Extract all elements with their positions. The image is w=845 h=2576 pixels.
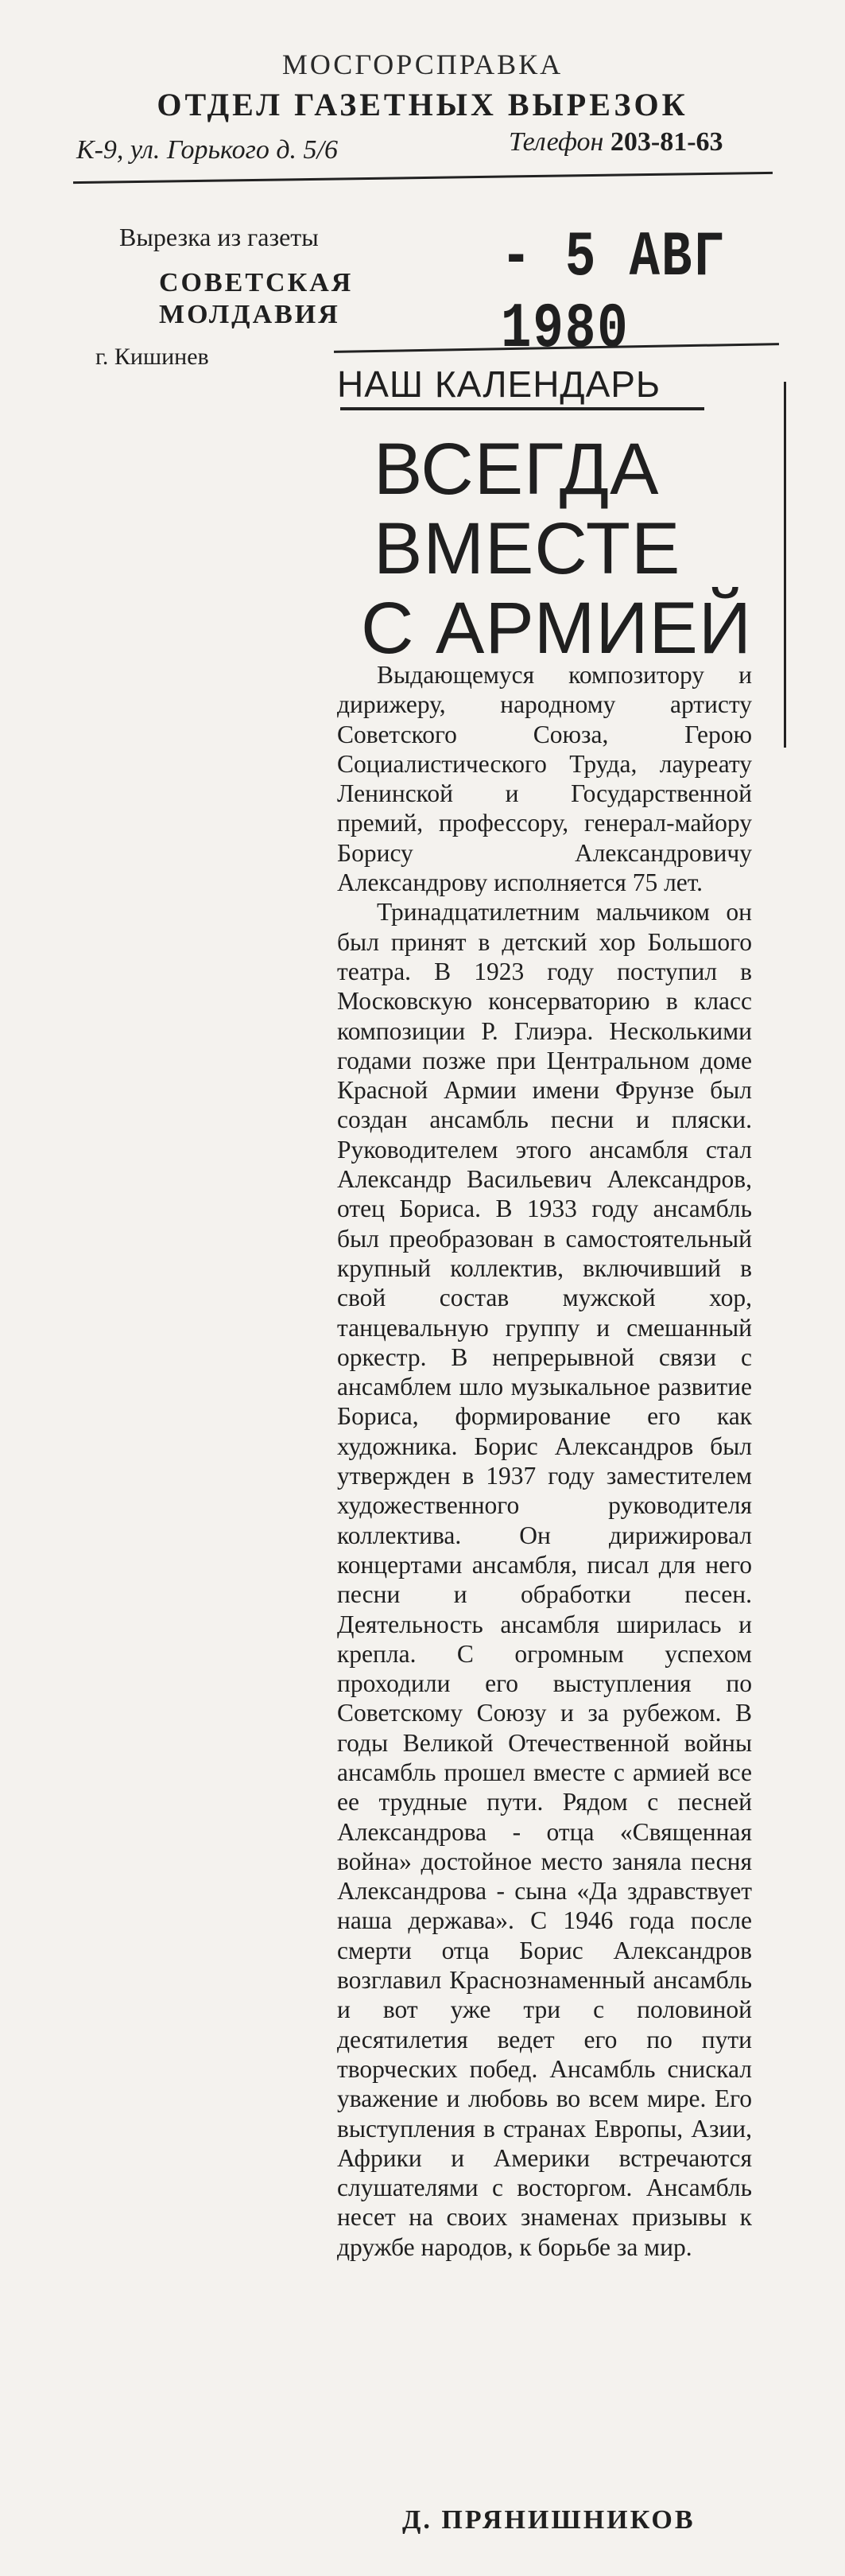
rubric-title: НАШ КАЛЕНДАРЬ (337, 363, 661, 405)
article-body (337, 660, 752, 2262)
rubric-underline (340, 407, 704, 410)
headline-line: С АРМИЕЙ (361, 588, 752, 669)
department-name: ОТДЕЛ ГАЗЕТНЫХ ВЫРЕЗОК (157, 87, 688, 122)
column-side-rule (784, 382, 786, 748)
article-author: Д. ПРЯНИШНИКОВ (402, 2505, 696, 2535)
article-headline (350, 429, 779, 668)
article-paragraph: Тринадцатилетним мальчиком он был принят в детский хор Большого театра. В 1923 году поступил в Московскую консерваторию в класс композиции Р. Глиэра. Несколькими годами позже при Центральном доме Красной Армии имени Фрунзе был создан ансамбль песни и пляски. Руководителем этого ансамбля стал Александр Васильевич Александров, отец Бориса. В 1933 году ансамбль был преобразован в самостоятельный крупный коллектив, включивший в свой состав мужской хор, танцевальную группу и смешанный оркестр. В непрерывной связи с ансамблем шло музыкальное развитие Бориса, формирование его как художника. Борис Александров был утвержден в 1937 году заместителем художественного руководителя коллектива. Он дирижировал концертами ансамбля, писал для него песни и обработки песен. Деятельность ансамбля ширилась и крепла. С огромным успехом проходили его выступления по Советскому Союзу и за рубежом. В годы Великой Отечественной войны ансамбль прошел вместе с армией все ее трудные пути. Рядом с песней Александрова - отца «Священная война» достойное место заняла песня Александрова - сына «Да здравствует наша держава». С 1946 года после смерти отца Борис Александров возглавил Краснознаменный ансамбль и вот уже три с половиной десятилетия ведет его по пути творческих побед. Ансамбль снискал уважение и любовь во всем мире. Его выступления в странах Европы, Азии, Африки и Америки встречаются слушателями с восторгом. Ансамбль несет на своих знаменах призывы к дружбе народов, к борьбе за мир. (337, 898, 752, 2261)
agency-phone (509, 127, 723, 157)
headline-line: ВМЕСТЕ (374, 508, 681, 589)
date-stamp: - 5 АВГ 1980 (501, 223, 726, 366)
phone-label: Телефон (509, 127, 604, 157)
clip-label: Вырезка из газеты (119, 223, 319, 251)
phone-number: 203-81-63 (610, 127, 723, 157)
agency-name: МОСГОРСПРАВКА (281, 49, 564, 80)
agency-address: К-9, ул. Горького д. 5/6 (76, 135, 338, 165)
article-paragraph: Выдающемуся композитору и дирижеру, народному артисту Советского Союза, Герою Социалистического Труда, лауреату Ленинской и Государственной премий, профессору, генерал-майору Борису Александровичу Александрову исполняется 75 лет. (337, 661, 752, 897)
header-divider (73, 172, 773, 184)
headline-line: ВСЕГДА (374, 429, 660, 510)
newspaper-city: г. Кишинев (95, 344, 209, 370)
newspaper-name: СОВЕТСКАЯ МОЛДАВИЯ (159, 268, 354, 329)
